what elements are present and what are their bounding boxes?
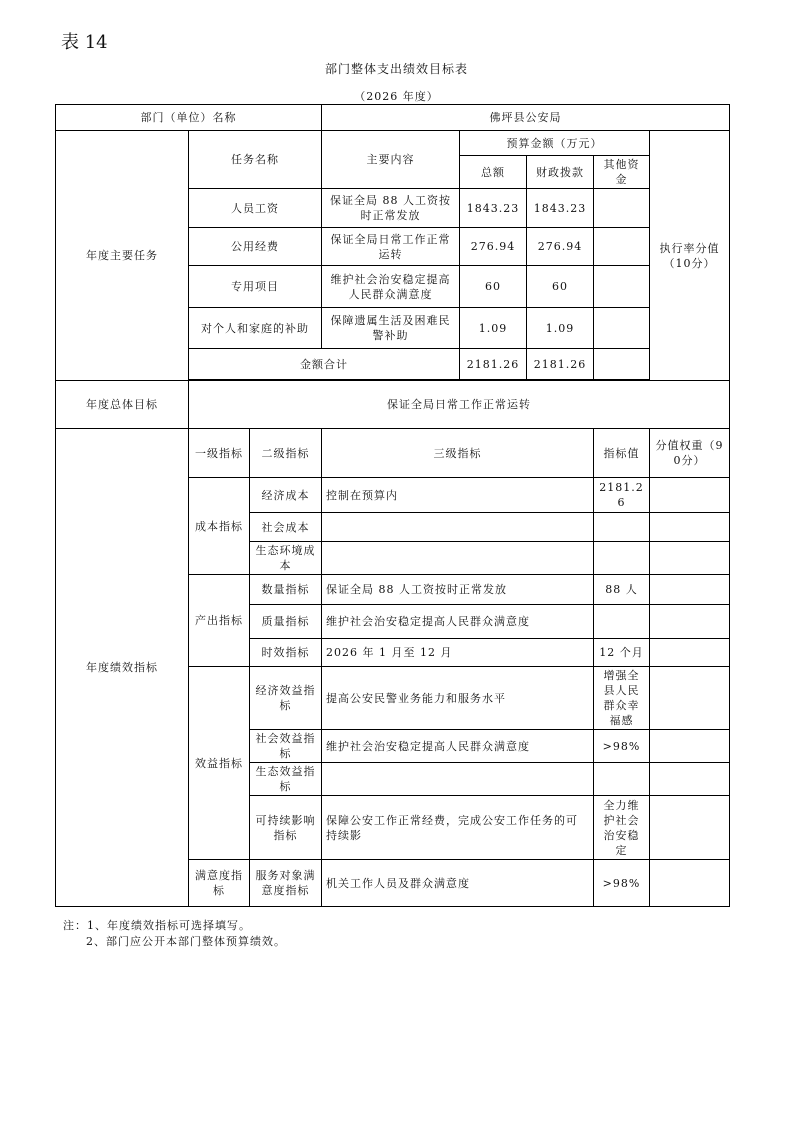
weight-cell <box>650 730 730 763</box>
dept-name-value: 佛坪县公安局 <box>322 105 730 131</box>
other-funds-header: 其他资金 <box>594 156 650 189</box>
page-title: 部门整体支出绩效目标表 <box>324 62 468 76</box>
weight-cell <box>650 860 730 907</box>
task-name: 专用项目 <box>189 266 322 308</box>
task-content: 维护社会治安稳定提高人民群众满意度 <box>322 266 460 308</box>
l2-header: 二级指标 <box>250 429 322 478</box>
value-cell: >98% <box>594 730 650 763</box>
tasks-section-label: 年度主要任务 <box>56 131 189 381</box>
l2-cell: 社会效益指标 <box>250 730 322 763</box>
l3-cell: 维护社会治安稳定提高人民群众满意度 <box>322 730 594 763</box>
weight-cell <box>650 575 730 605</box>
value-cell: 12 个月 <box>594 639 650 667</box>
task-content: 保障遗属生活及困难民警补助 <box>322 308 460 349</box>
value-cell: 全力维护社会治安稳定 <box>594 796 650 860</box>
task-other <box>594 228 650 266</box>
annual-goal-label: 年度总体目标 <box>56 381 189 429</box>
l3-cell: 机关工作人员及群众满意度 <box>322 860 594 907</box>
l3-cell: 维护社会治安稳定提高人民群众满意度 <box>322 605 594 639</box>
annual-goal-value: 保证全局日常工作正常运转 <box>189 381 730 429</box>
sum-fiscal: 2181.26 <box>527 349 594 380</box>
l2-cell: 生态效益指标 <box>250 763 322 796</box>
value-cell: >98% <box>594 860 650 907</box>
task-total: 1843.23 <box>460 189 527 228</box>
l3-cell: 2026 年 1 月至 12 月 <box>322 639 594 667</box>
value-cell: 88 人 <box>594 575 650 605</box>
l2-cell: 生态环境成本 <box>250 542 322 575</box>
budget-header: 预算金额（万元） <box>460 131 650 156</box>
task-other <box>594 266 650 308</box>
task-fiscal: 60 <box>527 266 594 308</box>
value-cell <box>594 605 650 639</box>
perf-section-label: 年度绩效指标 <box>56 429 189 907</box>
weight-cell <box>650 763 730 796</box>
sum-other <box>594 349 650 380</box>
l2-cell: 时效指标 <box>250 639 322 667</box>
task-content: 保证全局 88 人工资按时正常发放 <box>322 189 460 228</box>
weight-cell <box>650 513 730 542</box>
task-name-header: 任务名称 <box>189 131 322 189</box>
task-fiscal: 276.94 <box>527 228 594 266</box>
task-total: 1.09 <box>460 308 527 349</box>
task-content: 保证全局日常工作正常运转 <box>322 228 460 266</box>
l3-header: 三级指标 <box>322 429 594 478</box>
value-cell: 增强全县人民群众幸福感 <box>594 667 650 730</box>
l1-benefit: 效益指标 <box>189 667 250 860</box>
task-fiscal: 1.09 <box>527 308 594 349</box>
task-total: 276.94 <box>460 228 527 266</box>
task-other <box>594 308 650 349</box>
task-name: 人员工资 <box>189 189 322 228</box>
l1-satisfaction: 满意度指标 <box>189 860 250 907</box>
l2-cell: 可持续影响指标 <box>250 796 322 860</box>
l3-cell: 控制在预算内 <box>322 478 594 513</box>
weight-cell <box>650 639 730 667</box>
task-total: 60 <box>460 266 527 308</box>
weight-cell <box>650 478 730 513</box>
weight-header: 分值权重（90分） <box>650 429 730 478</box>
value-cell <box>594 542 650 575</box>
value-cell <box>594 763 650 796</box>
l3-cell <box>322 513 594 542</box>
task-name: 对个人和家庭的补助 <box>189 308 322 349</box>
content-header: 主要内容 <box>322 131 460 189</box>
task-other <box>594 189 650 228</box>
sum-label: 金额合计 <box>189 349 460 380</box>
fiscal-header: 财政拨款 <box>527 156 594 189</box>
footnote-2: 2、部门应公开本部门整体预算绩效。 <box>86 935 286 948</box>
weight-cell <box>650 605 730 639</box>
dept-name-label: 部门（单位）名称 <box>56 105 322 131</box>
task-name: 公用经费 <box>189 228 322 266</box>
weight-cell <box>650 667 730 730</box>
l1-output: 产出指标 <box>189 575 250 667</box>
l2-cell: 服务对象满意度指标 <box>250 860 322 907</box>
l2-cell: 经济效益指标 <box>250 667 322 730</box>
l3-cell <box>322 542 594 575</box>
l2-cell: 质量指标 <box>250 605 322 639</box>
l1-cost: 成本指标 <box>189 478 250 575</box>
total-header: 总额 <box>460 156 527 189</box>
l3-cell: 保障公安工作正常经费，完成公安工作任务的可持续影 <box>322 796 594 860</box>
l2-cell: 社会成本 <box>250 513 322 542</box>
l2-cell: 经济成本 <box>250 478 322 513</box>
exec-rate-header: 执行率分值（10分） <box>650 131 730 381</box>
weight-cell <box>650 542 730 575</box>
value-cell: 2181.26 <box>594 478 650 513</box>
weight-cell <box>650 796 730 860</box>
footnotes <box>63 918 286 950</box>
value-cell <box>594 513 650 542</box>
l3-cell: 提高公安民警业务能力和服务水平 <box>322 667 594 730</box>
l3-cell <box>322 763 594 796</box>
footnote-1: 注：1、年度绩效指标可选择填写。 <box>63 919 251 932</box>
task-fiscal: 1843.23 <box>527 189 594 228</box>
value-header: 指标值 <box>594 429 650 478</box>
table-number: 表 14 <box>61 32 108 53</box>
year-label: （2026 年度） <box>354 90 439 103</box>
l1-header: 一级指标 <box>189 429 250 478</box>
l2-cell: 数量指标 <box>250 575 322 605</box>
sum-total: 2181.26 <box>460 349 527 380</box>
l3-cell: 保证全局 88 人工资按时正常发放 <box>322 575 594 605</box>
performance-table <box>55 104 730 907</box>
